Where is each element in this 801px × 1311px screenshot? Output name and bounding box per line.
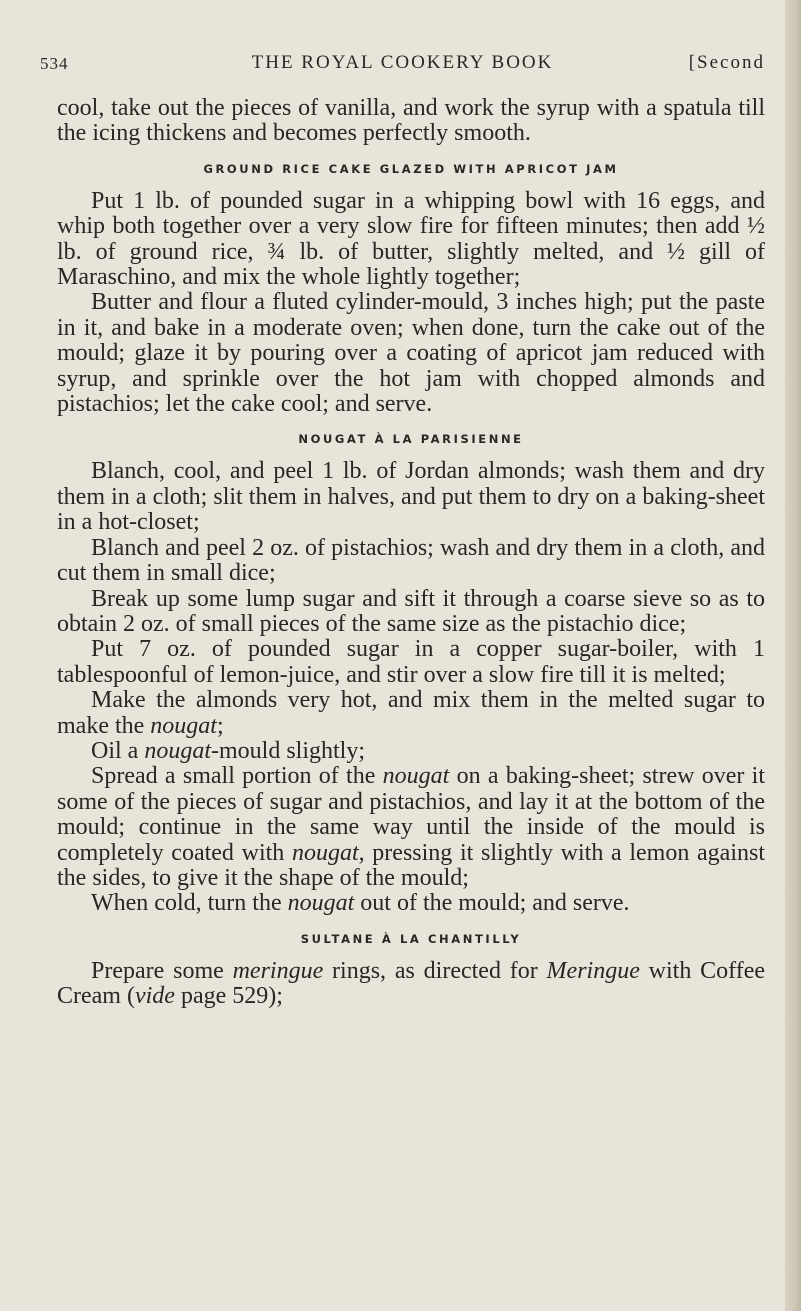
paragraph: Blanch, cool, and peel 1 lb. of Jordan almonds; wash them and dry them in a cloth; slit them in halves, and put them to dry on a baking-sheet in a hot-closet; (57, 458, 765, 536)
text-run: ; (216, 712, 224, 739)
paragraph-intro: cool, take out the pieces of vanilla, and work the syrup with a spatula till the icing thickens and becomes perfectly smooth. (57, 95, 765, 147)
text-run: out of the mould; and serve. (354, 890, 630, 917)
running-title: THE ROYAL COOKERY BOOK (251, 52, 554, 73)
text-run: Prepare some (91, 957, 233, 984)
recipe-heading-ground-rice-cake: GROUND RICE CAKE GLAZED WITH APRICOT JAM (203, 161, 619, 176)
section-label: [Second (688, 52, 765, 73)
text-run: rings, as directed for (323, 957, 547, 984)
text-run: Make the almonds very hot, and mix them in the melted sugar to make the (57, 687, 765, 739)
text-run: , pressing it slightly with a lemon against the sides, to give it the shape of the mould; (57, 839, 765, 891)
italic-term: vide (134, 983, 175, 1010)
text-run: with Coffee Cream ( (57, 957, 766, 1010)
italic-term: nougat (150, 712, 217, 739)
recipe-heading-nougat: NOUGAT À LA PARISIENNE (298, 432, 524, 447)
page-header (40, 50, 765, 84)
text-run: Spread a small portion of the (91, 763, 383, 790)
text-run: -mould slightly; (211, 737, 366, 764)
paragraph (57, 688, 765, 739)
recipe-heading-sultane: SULTANE À LA CHANTILLY (300, 931, 522, 946)
paragraph: Butter and flour a fluted cylinder-mould, 3 inches high; put the paste in it, and bake in a moderate oven; when done, turn the cake out of the mould; glaze it by pouring over a coating of apricot jam reduced with syrup, and sprinkle over the hot jam with chopped almonds and pistachios; let the cake cool; and serve. (57, 289, 765, 418)
italic-term: meringue (232, 957, 324, 984)
paragraph (57, 739, 765, 764)
italic-term: nougat (382, 763, 450, 790)
paragraph: Break up some lump sugar and sift it through a coarse sieve so as to obtain 2 oz. of small pieces of the same size as the pistachio dice; (57, 585, 765, 637)
paragraph: Put 1 lb. of pounded sugar in a whipping bowl with 16 eggs, and whip both together over a very slow fire for fifteen minutes; then add ½ lb. of ground rice, ¾ lb. of butter, slightly melted, and ½ gill of Maraschino, and mix the whole lightly together; (57, 187, 765, 291)
paragraph (57, 891, 765, 916)
italic-term: nougat (144, 737, 211, 764)
text-run: Oil a (91, 737, 145, 764)
page-edge (785, 0, 801, 1311)
paragraph (57, 959, 765, 1010)
italic-term: nougat (287, 890, 355, 917)
paragraph (57, 764, 765, 891)
italic-term: nougat (291, 839, 359, 866)
text-run: on a baking-sheet; strew over it some of the pieces of sugar and pistachios, and lay it at the bottom of the mould; continue in the same way until the inside of the mould is completely coated with (57, 763, 765, 866)
italic-term: Meringue (546, 957, 640, 984)
paragraph: Blanch and peel 2 oz. of pistachios; wash and dry them in a cloth, and cut them in small dice; (57, 534, 765, 587)
page-body (57, 96, 765, 1010)
page-number: 534 (40, 54, 69, 73)
paragraph: Put 7 oz. of pounded sugar in a copper sugar-boiler, with 1 tablespoonful of lemon-juice, and stir over a slow fire till it is melted; (57, 636, 765, 688)
text-run: page 529); (174, 983, 283, 1010)
text-run: When cold, turn the (91, 890, 288, 917)
